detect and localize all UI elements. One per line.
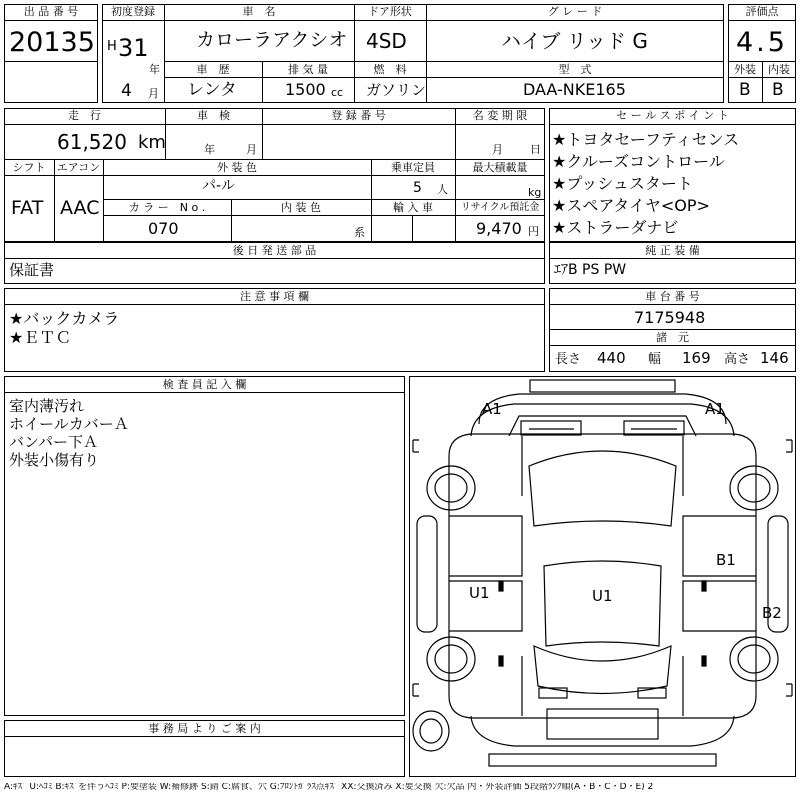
- damage-mark-b2: B2: [762, 604, 782, 622]
- insp-year-unit: 年: [204, 143, 215, 156]
- grade-label: グ レ ー ド: [547, 5, 603, 18]
- displacement: 1500: [285, 80, 326, 99]
- name-change-label: 名 変 期 限: [472, 109, 528, 122]
- sales-point-item: ★プッシュスタート: [552, 174, 693, 193]
- history: レンタ: [187, 80, 237, 100]
- inspector-item: バンパー下Ａ: [9, 433, 98, 451]
- car-name: カローラアクシオ: [196, 29, 348, 51]
- lot-no: 20135: [9, 27, 95, 58]
- capacity: 5: [413, 180, 422, 196]
- sales-point-item: ★スペアタイヤ<OP>: [552, 196, 710, 215]
- damage-mark-u1-left: U1: [469, 584, 490, 602]
- door: 4SD: [366, 29, 407, 53]
- recycle: 9,470: [476, 219, 522, 238]
- capacity-unit: 人: [437, 183, 448, 196]
- displacement-unit: cc: [331, 86, 344, 99]
- car-name-label: 車 名: [242, 5, 276, 18]
- recycle-label: リサイクル預託金: [460, 202, 540, 213]
- ac: AAC: [60, 197, 100, 219]
- int-color-unit: 系: [354, 226, 365, 239]
- max-load-unit: kg: [528, 186, 542, 199]
- sales-point-item: ★クルーズコントロール: [552, 152, 725, 171]
- door-label: ドア形状: [368, 5, 412, 18]
- chassis-label: 車 台 番 号: [645, 290, 700, 303]
- ext-color: パ-ル: [202, 178, 236, 194]
- shift: FAT: [11, 197, 44, 219]
- inspection-label: 車 検: [197, 109, 230, 122]
- reg-no-label: 登 録 番 号: [331, 109, 386, 122]
- displacement-label: 排 気 量: [288, 63, 328, 76]
- recycle-unit: 円: [528, 225, 539, 238]
- length: 440: [597, 349, 626, 367]
- int-grade: B: [772, 80, 784, 100]
- grade: ハイブ リッド G: [501, 29, 648, 53]
- ext-grade-label: 外装: [734, 63, 756, 76]
- wheels: [427, 466, 778, 681]
- hood: [509, 416, 696, 436]
- history-label: 車 歴: [196, 63, 230, 76]
- int-color-label: 内 装 色: [281, 201, 321, 214]
- damage-mark-a1-left: A1: [482, 400, 502, 418]
- first-reg-label: 初度登録: [111, 5, 155, 18]
- height: 146: [760, 349, 789, 367]
- capacity-label: 乗車定員: [391, 161, 435, 174]
- notes-label: 注 意 事 項 欄: [240, 290, 309, 303]
- mileage-unit: km: [138, 132, 166, 153]
- inspector-item: ホイールカバーＡ: [9, 415, 129, 433]
- ext-grade: B: [739, 80, 751, 100]
- nc-month-unit: 月: [492, 143, 503, 156]
- era: H: [107, 39, 117, 54]
- height-label: 高さ: [724, 352, 751, 367]
- legend-text: A:ｷｽﾞ U:ﾍｺﾐ B:ｷｽﾞを伴うﾍｺﾐ P:要塗装 W:補修跡 S:錆 C:腐食、穴 G:ﾌﾛﾝﾄｶﾞﾗｽ点ｷｽﾞ XX:交換済み X:要交換 欠:欠品 内・外装評価 5段階ﾗﾝｸ順(A・B・C・D・E) 2: [4, 783, 654, 792]
- chassis-number: 7175948: [634, 308, 706, 327]
- car-damage-diagram: [409, 376, 796, 777]
- insp-month-unit: 月: [246, 143, 257, 156]
- model-label: 型 式: [558, 63, 592, 76]
- width: 169: [682, 349, 711, 367]
- dims-label: 諸 元: [656, 331, 689, 344]
- color-no: 070: [148, 219, 179, 238]
- later-parts-value: 保証書: [9, 261, 55, 279]
- sales-point-item: ★ストラーダナビ: [552, 218, 679, 237]
- office-label: 事 務 局 よ り ご 案 内: [148, 722, 261, 735]
- sales-points-label: セ ー ル ス ポ イ ン ト: [616, 109, 729, 122]
- fuel: ガソリン: [366, 81, 427, 99]
- score: 4.5: [736, 27, 788, 58]
- max-load-label: 最大積載量: [472, 161, 528, 174]
- equipment-label: 純 正 装 備: [645, 244, 700, 257]
- front-bumper: [471, 380, 734, 436]
- inspector-item: 室内薄汚れ: [9, 397, 85, 415]
- mileage-label: 走 行: [68, 109, 101, 122]
- mileage: 61,520: [57, 130, 127, 154]
- year-unit: 年: [149, 63, 160, 76]
- damage-mark-a1-right: A1: [705, 400, 725, 418]
- model: DAA-NKE165: [523, 80, 626, 99]
- note-item: ★ＥＴＣ: [9, 328, 72, 347]
- note-item: ★バックカメラ: [9, 309, 120, 328]
- car-body: [449, 434, 756, 718]
- month-unit: 月: [148, 87, 159, 100]
- width-label: 幅: [648, 352, 662, 367]
- damage-mark-u1-center: U1: [592, 587, 613, 605]
- lot-no-label: 出 品 番 号: [23, 5, 79, 18]
- int-grade-label: 内装: [768, 63, 790, 76]
- later-parts-label: 後 日 発 送 部 品: [232, 244, 317, 257]
- reg-year: 31: [118, 34, 149, 62]
- equipment-value: ｴｱB PS PW: [554, 262, 627, 278]
- length-label: 長さ: [555, 352, 582, 367]
- score-label: 評価点: [745, 5, 779, 18]
- ac-label: エアコン: [56, 161, 101, 174]
- rear-bumper: [471, 688, 734, 766]
- sales-point-item: ★トヨタセーフティセンス: [552, 130, 740, 149]
- inspector-item: 外装小傷有り: [9, 451, 100, 469]
- spare-tire: [413, 709, 658, 751]
- inspector-label: 検 査 員 記 入 欄: [162, 378, 247, 391]
- fuel-label: 燃 料: [373, 63, 407, 76]
- reg-month: 4: [121, 81, 132, 101]
- damage-mark-b1: B1: [716, 551, 736, 569]
- shift-label: シフト: [12, 161, 46, 174]
- color-no-label: カ ラ ー N o .: [128, 201, 206, 214]
- nc-day-unit: 日: [530, 143, 541, 156]
- ext-color-label: 外 装 色: [217, 161, 257, 174]
- import-label: 輸 入 車: [393, 201, 433, 214]
